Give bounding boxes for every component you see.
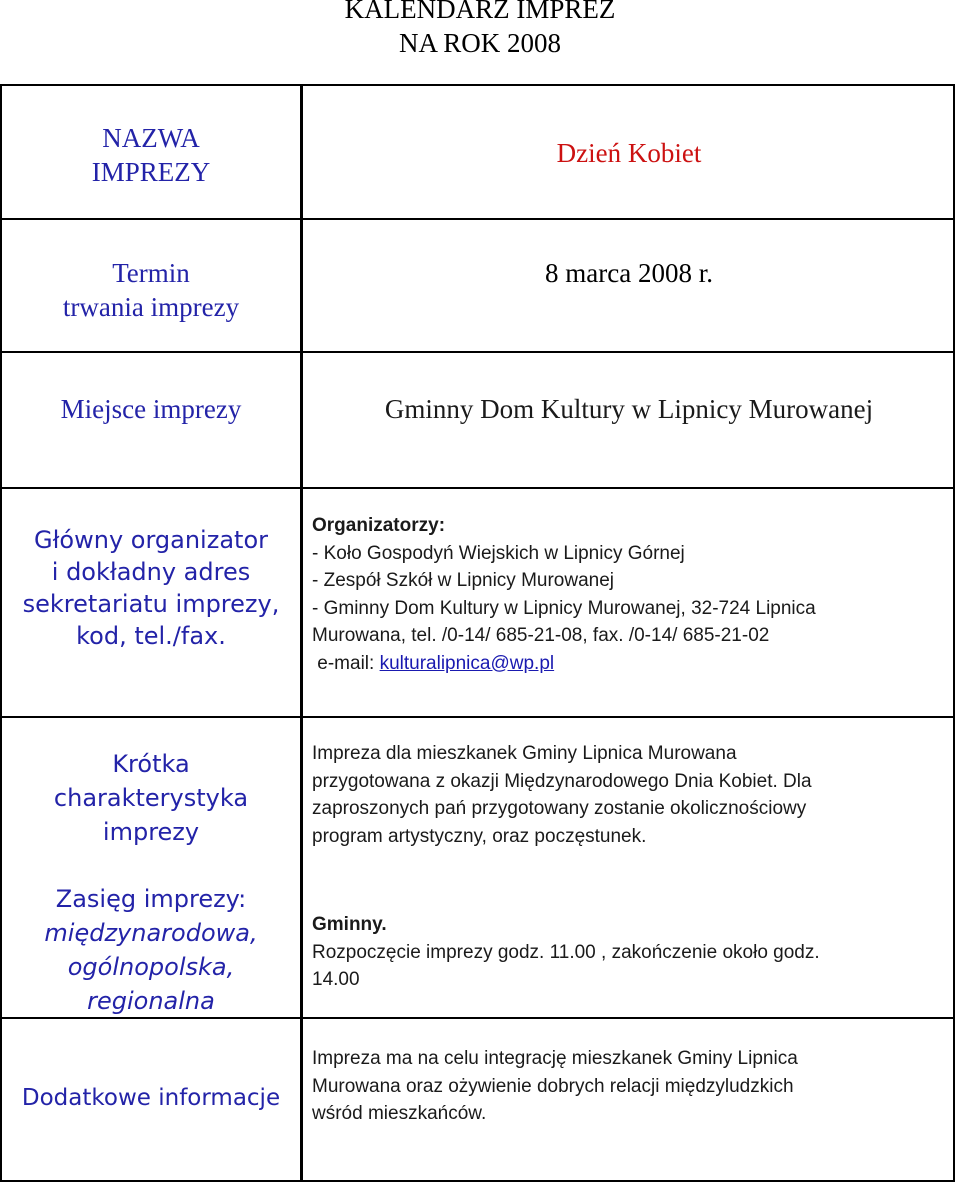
label-charakterystyka — [2, 747, 300, 849]
label-line: Termin — [112, 258, 190, 288]
label-line: NAZWA — [102, 123, 200, 153]
label-termin — [2, 256, 300, 324]
document-title — [0, 0, 960, 60]
value-description — [312, 740, 942, 850]
row-divider — [0, 487, 955, 489]
additional-line: wśród mieszkańców. — [312, 1103, 487, 1124]
label-line: Główny organizator — [34, 526, 268, 554]
value-scope — [312, 911, 942, 994]
title-line-1: KALENDARZ IMPREZ — [344, 0, 616, 24]
label-line: trwania imprezy — [62, 292, 240, 322]
label-zasieg — [2, 882, 300, 1018]
zasieg-option: regionalna — [87, 987, 215, 1015]
description-line: program artystyczny, oraz poczęstunek. — [312, 825, 647, 847]
label-line: imprezy — [102, 818, 200, 846]
title-line-2: NA ROK 2008 — [398, 28, 561, 58]
label-line: IMPREZY — [91, 157, 211, 187]
row-divider — [0, 716, 955, 718]
label-miejsce: Miejsce imprezy — [60, 394, 242, 424]
zasieg-option: międzynarodowa, — [44, 919, 258, 947]
schedule-line: Rozpoczęcie imprezy godz. 11.00 , zakończenie około godz. — [312, 941, 820, 963]
value-event-place: Gminny Dom Kultury w Lipnicy Murowanej — [384, 394, 874, 424]
value-organizers — [312, 512, 942, 677]
value-additional-info — [312, 1045, 942, 1128]
organizer-line: - Koło Gospodyń Wiejskich w Lipnicy Górnej — [312, 542, 685, 564]
label-organizator — [2, 524, 300, 652]
schedule-line: 14.00 — [312, 969, 360, 990]
label-line: kod, tel./fax. — [76, 622, 226, 650]
additional-line: Impreza ma na celu integrację mieszkanek Gminy Lipnica — [312, 1048, 798, 1069]
row-divider — [0, 351, 955, 353]
organizer-line: - Zespół Szkół w Lipnicy Murowanej — [312, 570, 615, 591]
label-line: i dokładny adres — [51, 558, 251, 586]
zasieg-label: Zasięg imprezy: — [55, 885, 247, 913]
zasieg-option: ogólnopolska, — [67, 953, 235, 981]
description-line: Impreza dla mieszkanek Gminy Lipnica Murowana — [312, 743, 737, 764]
scope-value: Gminny. — [312, 914, 387, 935]
description-line: przygotowana z okazji Międzynarodowego Dnia Kobiet. Dla — [312, 770, 812, 792]
label-nazwa-imprezy — [2, 121, 300, 189]
label-dodatkowe: Dodatkowe informacje — [21, 1085, 281, 1111]
email-line — [312, 650, 942, 678]
organizer-line: - Gminny Dom Kultury w Lipnicy Murowanej, 32-724 Lipnica — [312, 597, 816, 619]
row-divider — [0, 218, 955, 220]
email-prefix: e-mail: — [312, 652, 380, 674]
email-link[interactable]: kulturalipnica@wp.pl — [379, 652, 555, 674]
label-line: charakterystyka — [53, 784, 249, 812]
additional-line: Murowana oraz ożywienie dobrych relacji międzyludzkich — [312, 1075, 794, 1097]
value-event-name: Dzień Kobiet — [556, 138, 702, 168]
value-event-date: 8 marca 2008 r. — [545, 258, 713, 288]
label-line: sekretariatu imprezy, — [22, 590, 280, 618]
description-line: zaproszonych pań przygotowany zostanie okolicznościowy — [312, 798, 807, 819]
organizers-heading: Organizatorzy: — [312, 515, 446, 536]
label-line: Krótka — [112, 750, 190, 778]
organizer-line: Murowana, tel. /0-14/ 685-21-08, fax. /0-14/ 685-21-02 — [312, 625, 770, 646]
